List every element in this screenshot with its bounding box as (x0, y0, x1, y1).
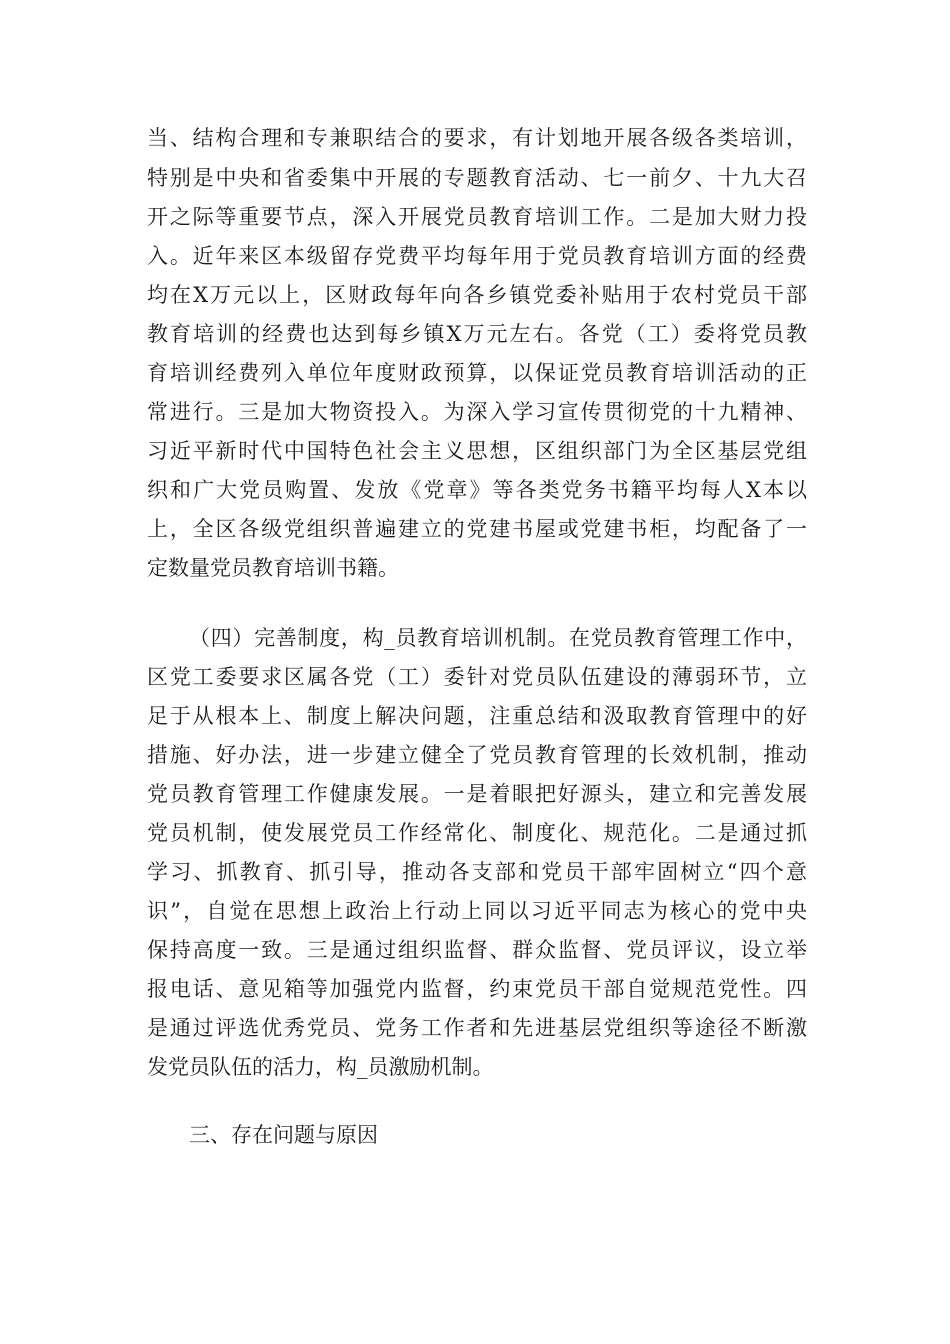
section-heading: 三、存在问题与原因 (189, 1123, 378, 1147)
paragraph-1-line: 习近平新时代中国特色社会主义思想，区组织部门为全区基层党组 (147, 439, 807, 463)
paragraph-1-line: 育培训经费列入单位年度财政预算，以保证党员教育培训活动的正 (147, 361, 807, 385)
paragraph-1-line: 常进行。三是加大物资投入。为深入学习宣传贯彻党的十九精神、 (147, 400, 807, 424)
paragraph-2-line: 保持高度一致。三是通过组织监督、群众监督、党员评议，设立举 (147, 938, 807, 962)
paragraph-1-line: 上，全区各级党组织普遍建立的党建书屋或党建书柜，均配备了一 (147, 517, 807, 541)
paragraph-1-line: 特别是中央和省委集中开展的专题教育活动、七一前夕、十九大召 (147, 166, 807, 190)
paragraph-2-line: 党员教育管理工作健康发展。一是着眼把好源头，建立和完善发展 (147, 782, 807, 806)
paragraph-1-line: 定数量党员教育培训书籍。 (147, 556, 399, 580)
paragraph-2-line: 识”，自觉在思想上政治上行动上同以习近平同志为核心的党中央 (147, 899, 807, 923)
paragraph-2-line: 发党员队伍的活力，构_员激励机制。 (147, 1055, 494, 1079)
paragraph-1-line: 均在X万元以上，区财政每年向各乡镇党委补贴用于农村党员干部 (147, 283, 807, 307)
paragraph-2-line: 是通过评选优秀党员、党务工作者和先进基层党组织等途径不断激 (147, 1016, 807, 1040)
paragraph-2-line: 学习、抓教育、抓引导，推动各支部和党员干部牢固树立“四个意 (147, 860, 807, 884)
paragraph-2-line: 措施、好办法，进一步建立健全了党员教育管理的长效机制，推动 (147, 743, 807, 767)
paragraph-1-line: 入。近年来区本级留存党费平均每年用于党员教育培训方面的经费 (147, 244, 807, 268)
paragraph-2-line: （四）完善制度，构_员教育培训机制。在党员教育管理工作中， (189, 626, 807, 650)
paragraph-2-line: 足于从根本上、制度上解决问题，注重总结和汲取教育管理中的好 (147, 704, 807, 728)
paragraph-2-line: 党员机制，使发展党员工作经常化、制度化、规范化。二是通过抓 (147, 821, 807, 845)
paragraph-1-line: 织和广大党员购置、发放《党章》等各类党务书籍平均每人X本以 (147, 478, 807, 502)
paragraph-1-line: 开之际等重要节点，深入开展党员教育培训工作。二是加大财力投 (147, 205, 807, 229)
paragraph-2-line: 报电话、意见箱等加强党内监督，约束党员干部自觉规范党性。四 (147, 977, 807, 1001)
paragraph-1-line: 教育培训的经费也达到每乡镇X万元左右。各党（工）委将党员教 (147, 322, 807, 346)
paragraph-2-line: 区党工委要求区属各党（工）委针对党员队伍建设的薄弱环节，立 (147, 665, 807, 689)
paragraph-1-line: 当、结构合理和专兼职结合的要求，有计划地开展各级各类培训， (147, 126, 807, 150)
